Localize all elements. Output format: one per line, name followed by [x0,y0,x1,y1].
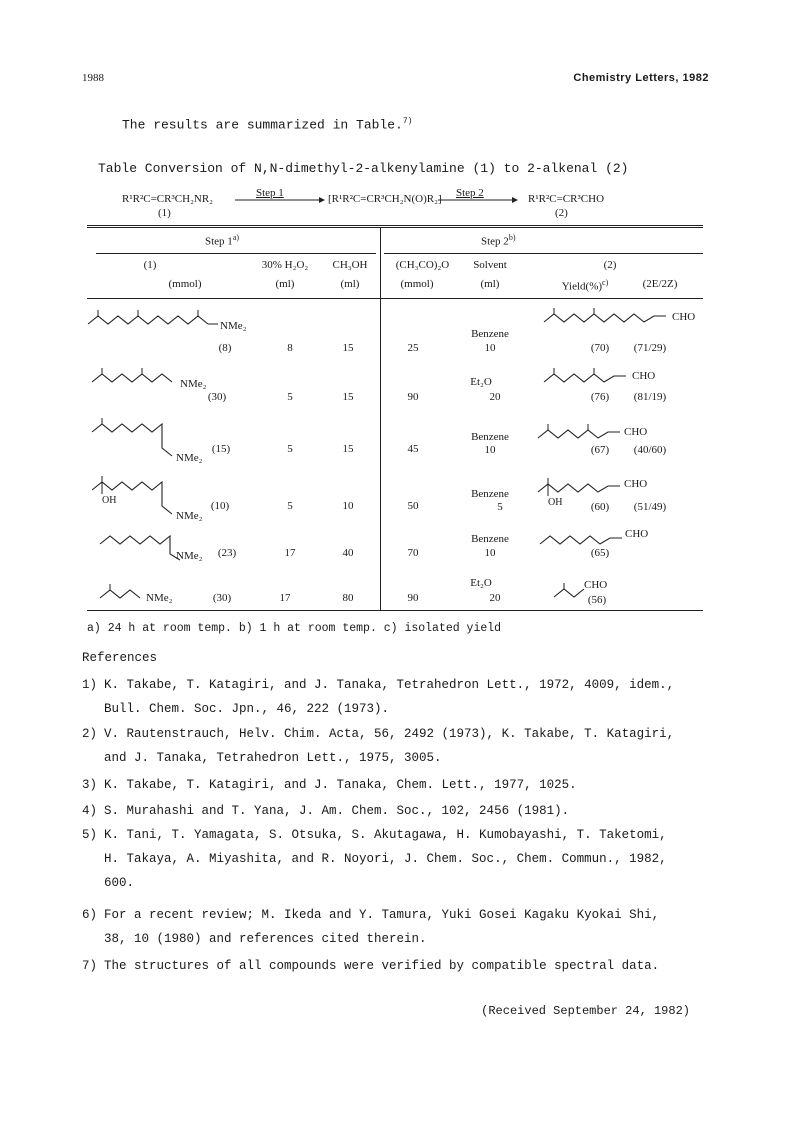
cho-label-row5: CHO [625,528,649,540]
scheme-step1: Step 1 [256,187,284,199]
reference-number: 1) [82,678,98,692]
nme2-label-row2: NMe₂ [180,378,207,390]
row6-ac2o: 90 [407,592,419,604]
col5-top: Solvent [473,259,507,271]
scheme-product: R¹R²C=CR³CHO [528,193,605,205]
row2-solvent: Et₂O [470,376,492,388]
step2-header [481,233,515,248]
row3-h2o2: 5 [287,443,293,455]
row1-solvent: Benzene [471,328,509,340]
received-date: (Received September 24, 1982) [481,1004,690,1018]
scheme-product-label: (2) [555,207,568,219]
reference-line: The structures of all compounds were verified by compatible spectral data. [104,959,660,973]
scheme-reactant: R¹R²C=CR³CH₂NR₂ [122,193,214,205]
reference-line: 38, 10 (1980) and references cited therein. [104,932,427,946]
nme2-label-row5: NMe₂ [176,550,203,562]
page-number: 1988 [82,72,104,84]
row6-solvent: Et₂O [470,577,492,589]
col7-bot: (2E/2Z) [642,278,678,290]
table-rule-top-2 [87,227,703,228]
scheme-reactant-label: (1) [158,207,171,219]
nme2-label-row4: NMe₂ [176,510,203,522]
cho-label-row2: CHO [632,370,656,382]
row6-meoh: 80 [342,592,354,604]
reference-number: 5) [82,828,98,842]
row2-h2o2: 5 [287,391,293,403]
reference-number: 4) [82,804,98,818]
scheme-arrow-2 [438,195,518,205]
reference-line: H. Takaya, A. Miyashita, and R. Noyori, J. Chem. Soc., Chem. Commun., 1982, [104,852,667,866]
row2-ac2o: 90 [407,391,419,403]
reference-1 [82,673,722,721]
oh-label-row4-product: OH [548,497,563,508]
row3-meoh: 15 [342,443,354,455]
col6-bot [545,278,625,293]
row1-ratio: (71/29) [633,342,667,354]
col1-bot: (mmol) [168,278,202,290]
row2-yield: (76) [590,391,610,403]
row3-ratio: (40/60) [633,444,667,456]
step2-header-text: Step 2 [481,235,509,248]
row4-vol: 5 [497,501,503,513]
row5-num: (23) [217,547,237,559]
col1-top: (1) [143,259,157,271]
structure-row3-reactant [92,418,182,468]
cho-label-row3: CHO [624,426,648,438]
reference-line: 600. [104,876,135,890]
reference-number: 7) [82,959,98,973]
col3-top: CH₃OH [332,259,368,271]
row1-yield: (70) [590,342,610,354]
reference-line: For a recent review; M. Ikeda and Y. Tamura, Yuki Gosei Kagaku Kyokai Shi, [104,908,660,922]
table-rule-top [87,225,703,226]
row4-ac2o: 50 [407,500,419,512]
row1-num: (8) [218,342,232,354]
reference-3 [82,773,722,797]
reference-6 [82,903,722,951]
reference-number: 3) [82,778,98,792]
step1-header-text: Step 1 [205,235,233,248]
table-divider [380,227,381,610]
reference-line: K. Takabe, T. Katagiri, and J. Tanaka, Tetrahedron Lett., 1972, 4009, idem., [104,678,675,692]
row6-yield: (56) [587,594,607,606]
row2-vol: 20 [489,391,501,403]
row2-meoh: 15 [342,391,354,403]
row3-solvent: Benzene [471,431,509,443]
table-rule-header [87,298,703,299]
step2-underline [384,253,703,254]
nme2-label-row3: NMe₂ [176,452,203,464]
row3-ac2o: 45 [407,443,419,455]
scheme-arrow-1 [235,195,325,205]
reference-5 [82,823,722,895]
nme2-label-row6: NMe₂ [146,592,173,604]
row4-solvent: Benzene [471,488,509,500]
reference-line: Bull. Chem. Soc. Jpn., 46, 222 (1973). [104,702,390,716]
step1-underline [96,253,376,254]
row1-meoh: 15 [342,342,354,354]
row6-h2o2: 17 [279,592,291,604]
table-caption: Table Conversion of N,N-dimethyl-2-alkenylamine (1) to 2-alkenal (2) [98,161,629,176]
reference-number: 2) [82,727,98,741]
reference-7 [82,954,722,978]
row1-ac2o: 25 [407,342,419,354]
col6-top: (2) [603,259,617,271]
reference-line: K. Takabe, T. Katagiri, and J. Tanaka, Chem. Lett., 1977, 1025. [104,778,577,792]
row3-vol: 10 [484,444,496,456]
row4-yield: (60) [590,501,610,513]
row2-num: (30) [207,391,227,403]
row5-h2o2: 17 [284,547,296,559]
scheme-step2: Step 2 [456,187,484,199]
col6-bot-text: Yield(%) [561,280,603,293]
table-rule-bottom [87,610,703,611]
reference-number: 6) [82,908,98,922]
reference-2 [82,722,722,770]
cho-label-row1: CHO [672,311,696,323]
row1-h2o2: 8 [287,342,293,354]
row5-yield: (65) [590,547,610,559]
reference-line: and J. Tanaka, Tetrahedron Lett., 1975, 3005. [104,751,442,765]
row4-h2o2: 5 [287,500,293,512]
intro-text [122,117,412,132]
step2-mark: b) [508,233,516,242]
row5-ac2o: 70 [407,547,419,559]
col4-top: (CH₃CO)₂O [395,259,450,271]
col5-bot: (ml) [480,278,500,290]
nme2-label-row1: NMe₂ [220,320,247,332]
intro-footnote-mark: 7) [402,117,413,126]
cho-label-row6: CHO [584,579,608,591]
scheme-intermediate: [R¹R²C=CR³CH₂N(O)R₂] [328,193,442,205]
row6-num: (30) [212,592,232,604]
row4-meoh: 10 [342,500,354,512]
col4-bot: (mmol) [400,278,434,290]
oh-label-row4: OH [102,495,117,506]
row4-num: (10) [210,500,230,512]
reference-line: S. Murahashi and T. Yana, J. Am. Chem. Soc., 102, 2456 (1981). [104,804,570,818]
cho-label-row4: CHO [624,478,648,490]
col2-bot: (ml) [275,278,295,290]
col6-mark: c) [602,278,609,287]
structure-row2-reactant [92,368,192,398]
row1-vol: 10 [484,342,496,354]
journal-header: Chemistry Letters, 1982 [573,72,709,84]
intro-sentence: The results are summarized in Table. [122,117,403,133]
reference-4 [82,799,722,823]
col3-bot: (ml) [340,278,360,290]
table-notes: a) 24 h at room temp. b) 1 h at room temp. c) isolated yield [87,622,502,635]
references-title: References [82,651,158,665]
row5-solvent: Benzene [471,533,509,545]
reference-line: V. Rautenstrauch, Helv. Chim. Acta, 56, 2492 (1973), K. Takabe, T. Katagiri, [104,727,675,741]
step1-mark: a) [232,233,240,242]
row3-yield: (67) [590,444,610,456]
col2-top: 30% H₂O₂ [261,259,309,271]
row2-ratio: (81/19) [633,391,667,403]
row5-vol: 10 [484,547,496,559]
step1-header [205,233,239,248]
row3-num: (15) [211,443,231,455]
row5-meoh: 40 [342,547,354,559]
reference-line: K. Tani, T. Yamagata, S. Otsuka, S. Akutagawa, H. Kumobayashi, T. Taketomi, [104,828,667,842]
row6-vol: 20 [489,592,501,604]
row4-ratio: (51/49) [633,501,667,513]
